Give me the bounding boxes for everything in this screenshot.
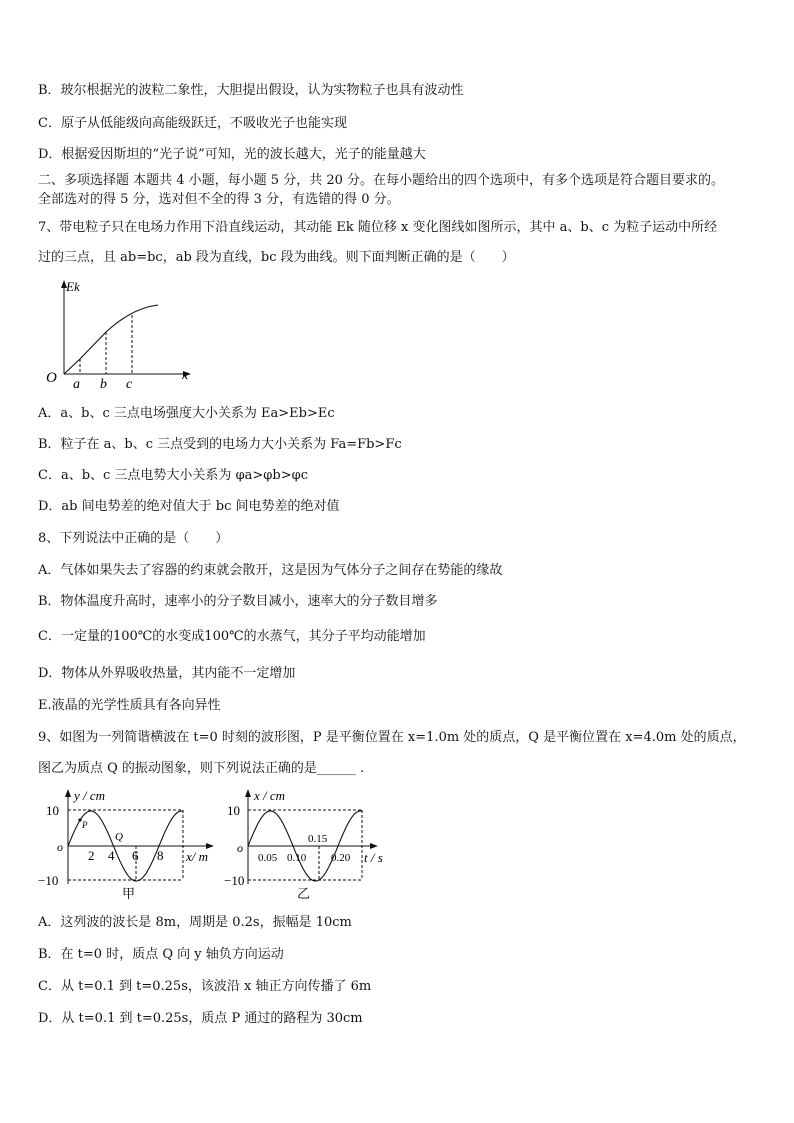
q9-jia-origin: o	[57, 840, 63, 854]
q6-option-b: B．玻尔根据光的波粒二象性，大胆提出假设，认为实物粒子也具有波动性	[38, 83, 464, 98]
q7-origin-label: O	[46, 370, 57, 386]
q9-yi-caption: 乙	[297, 886, 311, 901]
q7-stem-line1: 7、带电粒子只在电场力作用下沿直线运动，其动能 Ek 随位移 x 变化图线如图所示，其中 a、b、c 为粒子运动中所经	[38, 220, 718, 235]
q7-point-a: a	[73, 377, 80, 392]
q7-option-b: B．粒子在 a、b、c 三点受到的电场力大小关系为 Fa=Fb>Fc	[38, 437, 402, 452]
q9-jia-y-label: y / cm	[74, 788, 106, 803]
q7-x-axis-label: x	[182, 368, 189, 383]
q8-option-e: E.液晶的光学性质具有各向异性	[38, 698, 221, 713]
q8-option-d: D．物体从外界吸收热量，其内能不一定增加	[38, 666, 296, 681]
q9-yi-y-tick-10: 10	[227, 803, 240, 818]
q9-vibration-graph-yi	[224, 786, 394, 904]
q9-jia-x-tick-6: 6	[132, 848, 139, 863]
q9-jia-x-label: x/ m	[186, 849, 209, 864]
q8-option-a: A．气体如果失去了容器的约束就会散开，这是因为气体分子之间存在势能的缘故	[38, 563, 503, 578]
q9-option-a: A．这列波的波长是 8m，周期是 0.2s，振幅是 10cm	[38, 915, 352, 930]
q7-point-c: c	[126, 377, 133, 392]
q9-jia-x-tick-8: 8	[157, 848, 164, 863]
q9-yi-y-tick-neg10: −10	[224, 873, 245, 888]
q7-stem-line2: 过的三点，且 ab=bc，ab 段为直线，bc 段为曲线。则下面判断正确的是（ ）	[38, 250, 515, 265]
q7-point-b: b	[100, 377, 107, 392]
q7-y-axis-label: Ek	[66, 279, 80, 294]
q7-option-a: A．a、b、c 三点电场强度大小关系为 Ea>Eb>Ec	[38, 406, 335, 421]
q9-jia-y-tick-10: 10	[46, 803, 59, 818]
section2-instructions-line1: 二、多项选择题 本题共 4 小题，每小题 5 分，共 20 分。在每小题给出的四个选项中，有多个选项是符合题目要求的。	[38, 173, 725, 188]
q9-option-c: C．从 t=0.1 到 t=0.25s，该波沿 x 轴正方向传播了 6m	[38, 979, 372, 994]
q8-option-c: C．一定量的100℃的水变成100℃的水蒸气，其分子平均动能增加	[38, 629, 426, 644]
q9-option-d: D．从 t=0.1 到 t=0.25s，质点 P 通过的路程为 30cm	[38, 1011, 363, 1026]
q9-jia-caption: 甲	[122, 886, 136, 901]
q9-yi-x-tick-020: 0.20	[331, 852, 351, 864]
q9-yi-y-label: x / cm	[254, 788, 286, 803]
q8-stem: 8、下列说法中正确的是（ ）	[38, 531, 229, 546]
q8-option-b: B．物体温度升高时，速率小的分子数目减小，速率大的分子数目增多	[38, 594, 438, 609]
q9-yi-origin: o	[237, 841, 243, 855]
q9-jia-p-label: P	[82, 820, 88, 830]
q9-yi-x-label: t / s	[364, 850, 383, 865]
q9-jia-q-label: Q	[115, 831, 123, 843]
q7-option-c: C．a、b、c 三点电势大小关系为 φa>φb>φc	[38, 468, 309, 483]
q9-stem-line1: 9、如图为一列简谐横波在 t=0 时刻的波形图，P 是平衡位置在 x=1.0m 处的质点，Q 是平衡位置在 x=4.0m 处的质点，	[38, 730, 746, 745]
q9-stem-line2: 图乙为质点 Q 的振动图象，则下列说法正确的是______ .	[38, 761, 365, 776]
q9-wave-graph-jia	[38, 786, 220, 904]
q9-yi-x-tick-005: 0.05	[258, 852, 278, 864]
q6-option-c: C．原子从低能级向高能级跃迁，不吸收光子也能实现	[38, 116, 347, 131]
q9-jia-x-tick-2: 2	[88, 848, 95, 863]
q9-jia-y-tick-neg10: −10	[38, 873, 59, 888]
section2-instructions-line2: 全部选对的得 5 分，选对但不全的得 3 分，有选错的得 0 分。	[38, 192, 400, 207]
q7-option-d: D．ab 间电势差的绝对值大于 bc 间电势差的绝对值	[38, 499, 340, 514]
q9-jia-x-tick-4: 4	[108, 848, 115, 863]
q7-ek-x-graph	[40, 276, 200, 394]
q9-yi-x-tick-015: 0.15	[308, 833, 328, 845]
q9-option-b: B．在 t=0 时，质点 Q 向 y 轴负方向运动	[38, 947, 284, 962]
q9-yi-x-tick-010: 0.10	[287, 852, 307, 864]
q6-option-d: D．根据爱因斯坦的“光子说”可知，光的波长越大，光子的能量越大	[38, 147, 426, 162]
